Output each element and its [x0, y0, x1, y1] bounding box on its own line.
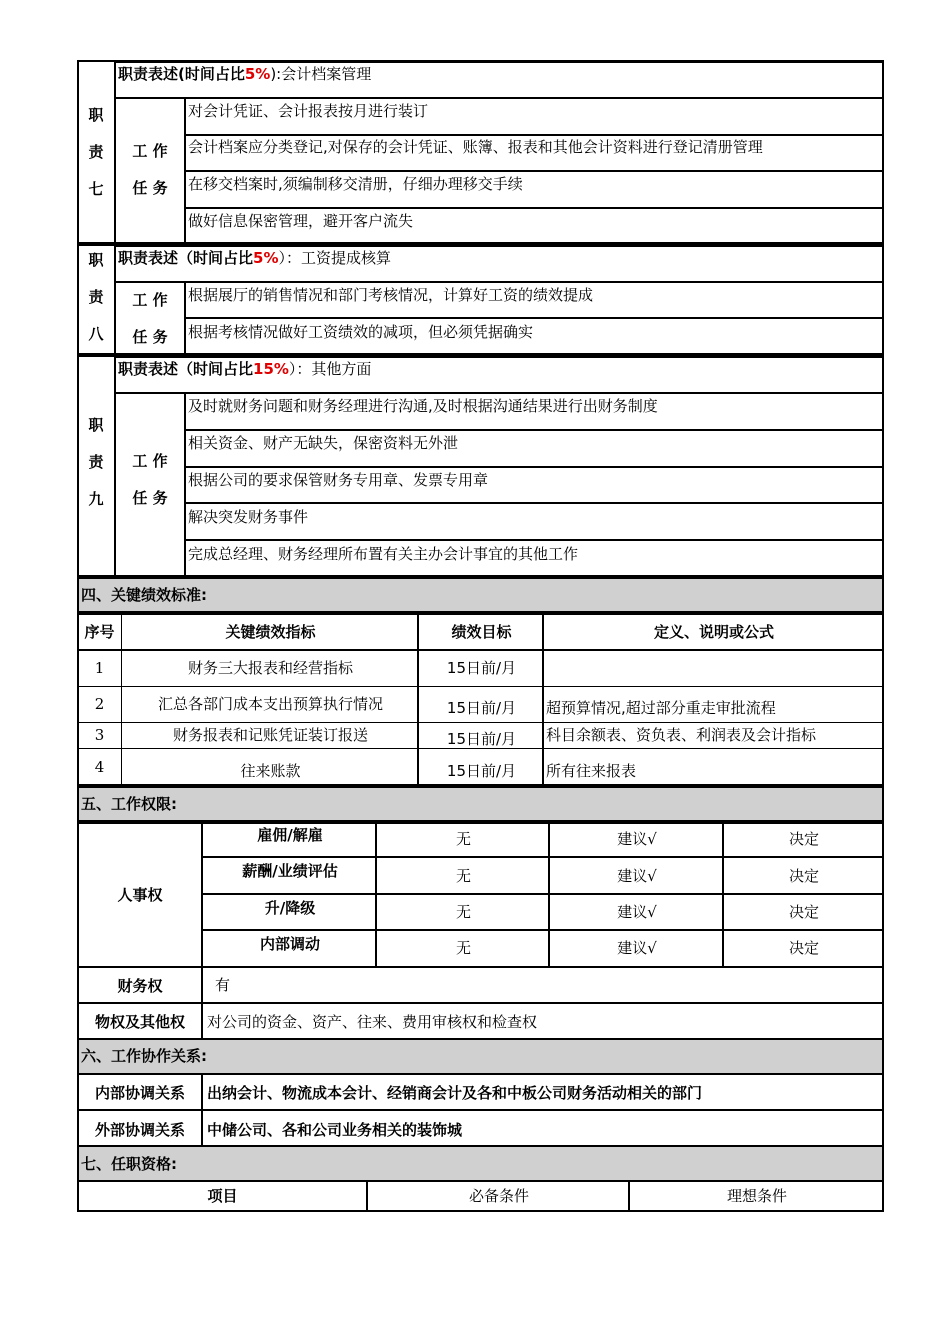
authority-section-title: 五、工作权限: [81, 795, 177, 813]
hr-label: 人事权 [117, 886, 163, 904]
external-cooperation-value: 中储公司、各和公司业务相关的装饰城 [207, 1121, 463, 1139]
finance-label: 财务权 [117, 977, 163, 995]
qualification-section-header [77, 1145, 884, 1182]
qualification-header-ideal: 理想条件 [726, 1187, 787, 1205]
kpi-name: 往来账款 [240, 762, 301, 780]
task-text: 根据考核情况做好工资绩效的减项，但必须凭据确实 [188, 323, 534, 341]
hr-none: 无 [455, 867, 471, 885]
hr-decide: 决定 [788, 939, 819, 957]
task-text: 解决突发财务事件 [188, 508, 309, 526]
duty-nine-task-label: 工 作 任 务 [132, 452, 168, 507]
duty-nine-label: 职 责 九 [88, 416, 104, 508]
kpi-target: 15日前/月 [446, 659, 517, 677]
internal-cooperation-value: 出纳会计、物流成本会计、经销商会计及各和中板公司财务活动相关的部门 [207, 1084, 703, 1102]
kpi-definition: 所有往来报表 [546, 762, 637, 780]
kpi-header-definition: 定义、说明或公式 [653, 623, 774, 641]
kpi-target: 15日前/月 [446, 699, 517, 717]
task-text: 会计档案应分类登记,对保存的会计凭证、账簿、报表和其他会计资料进行登记清册管理 [188, 138, 763, 156]
kpi-name: 汇总各部门成本支出预算执行情况 [157, 695, 383, 713]
kpi-header-target: 绩效目标 [451, 623, 512, 641]
task-text: 相关资金、财产无缺失，保密资料无外泄 [188, 434, 459, 452]
hr-item: 薪酬/业绩评估 [242, 862, 338, 880]
internal-cooperation-label: 内部协调关系 [94, 1084, 185, 1102]
hr-none: 无 [455, 903, 471, 921]
task-text: 根据公司的要求保管财务专用章、发票专用章 [188, 471, 489, 489]
task-text: 做好信息保密管理，避开客户流失 [188, 212, 414, 230]
kpi-definition: 超预算情况,超过部分重走审批流程 [546, 699, 776, 717]
hr-suggest: 建议√ [617, 903, 657, 921]
duty-seven-desc: 职责表述(时间占比5%):会计档案管理 [118, 65, 372, 83]
kpi-definition: 科目余额表、资负表、利润表及会计指标 [546, 726, 817, 744]
duty-eight-label: 职 责 八 [88, 251, 104, 343]
kpi-target: 15日前/月 [446, 762, 517, 780]
duty-eight-desc: 职责表述（时间占比5%）：工资提成核算 [118, 249, 391, 267]
task-text: 在移交档案时,须编制移交清册，仔细办理移交手续 [188, 175, 523, 193]
kpi-no: 4 [94, 758, 105, 776]
kpi-no: 3 [94, 726, 105, 744]
hr-decide: 决定 [788, 903, 819, 921]
task-text: 完成总经理、财务经理所布置有关主办会计事宜的其他工作 [188, 545, 579, 563]
duty-seven-task-label: 工 作 任 务 [132, 142, 168, 197]
kpi-no: 2 [94, 695, 105, 713]
hr-decide: 决定 [788, 867, 819, 885]
property-value: 对公司的资金、资产、往来、费用审核权和检查权 [207, 1013, 538, 1031]
qualification-header-required: 必备条件 [468, 1187, 529, 1205]
hr-none: 无 [455, 939, 471, 957]
duty-seven-label: 职 责 七 [88, 106, 104, 198]
task-text: 及时就财务问题和财务经理进行沟通,及时根据沟通结果进行出财务制度 [188, 397, 658, 415]
hr-decide: 决定 [788, 830, 819, 848]
duty-nine-desc: 职责表述（时间占比15%）：其他方面 [118, 360, 372, 378]
hr-none: 无 [455, 830, 471, 848]
property-label: 物权及其他权 [94, 1013, 185, 1031]
duty-eight-task-label: 工 作 任 务 [132, 291, 168, 346]
hr-suggest: 建议√ [617, 939, 657, 957]
hr-suggest: 建议√ [617, 867, 657, 885]
kpi-header-name: 关键绩效指标 [225, 623, 316, 641]
hr-item: 升/降级 [264, 899, 316, 917]
qualification-header-item: 项目 [207, 1187, 238, 1205]
kpi-no: 1 [94, 659, 105, 677]
kpi-name: 财务三大报表和经营指标 [187, 659, 353, 677]
kpi-header-no: 序号 [84, 623, 115, 641]
kpi-name: 财务报表和记账凭证装订报送 [172, 726, 368, 744]
kpi-target: 15日前/月 [446, 730, 517, 748]
external-cooperation-label: 外部协调关系 [94, 1121, 185, 1139]
kpi-section-title: 四、关键绩效标准: [81, 586, 207, 604]
hr-item: 内部调动 [259, 935, 320, 953]
finance-value: 有 [215, 976, 231, 994]
hr-item: 雇佣/解雇 [257, 826, 323, 844]
cooperation-section-title: 六、工作协作关系: [81, 1047, 207, 1065]
task-text: 根据展厅的销售情况和部门考核情况，计算好工资的绩效提成 [188, 286, 594, 304]
qualification-section-title: 七、任职资格: [81, 1155, 177, 1173]
hr-suggest: 建议√ [617, 830, 657, 848]
authority-section-header [77, 786, 884, 822]
task-text: 对会计凭证、会计报表按月进行装订 [188, 102, 429, 120]
